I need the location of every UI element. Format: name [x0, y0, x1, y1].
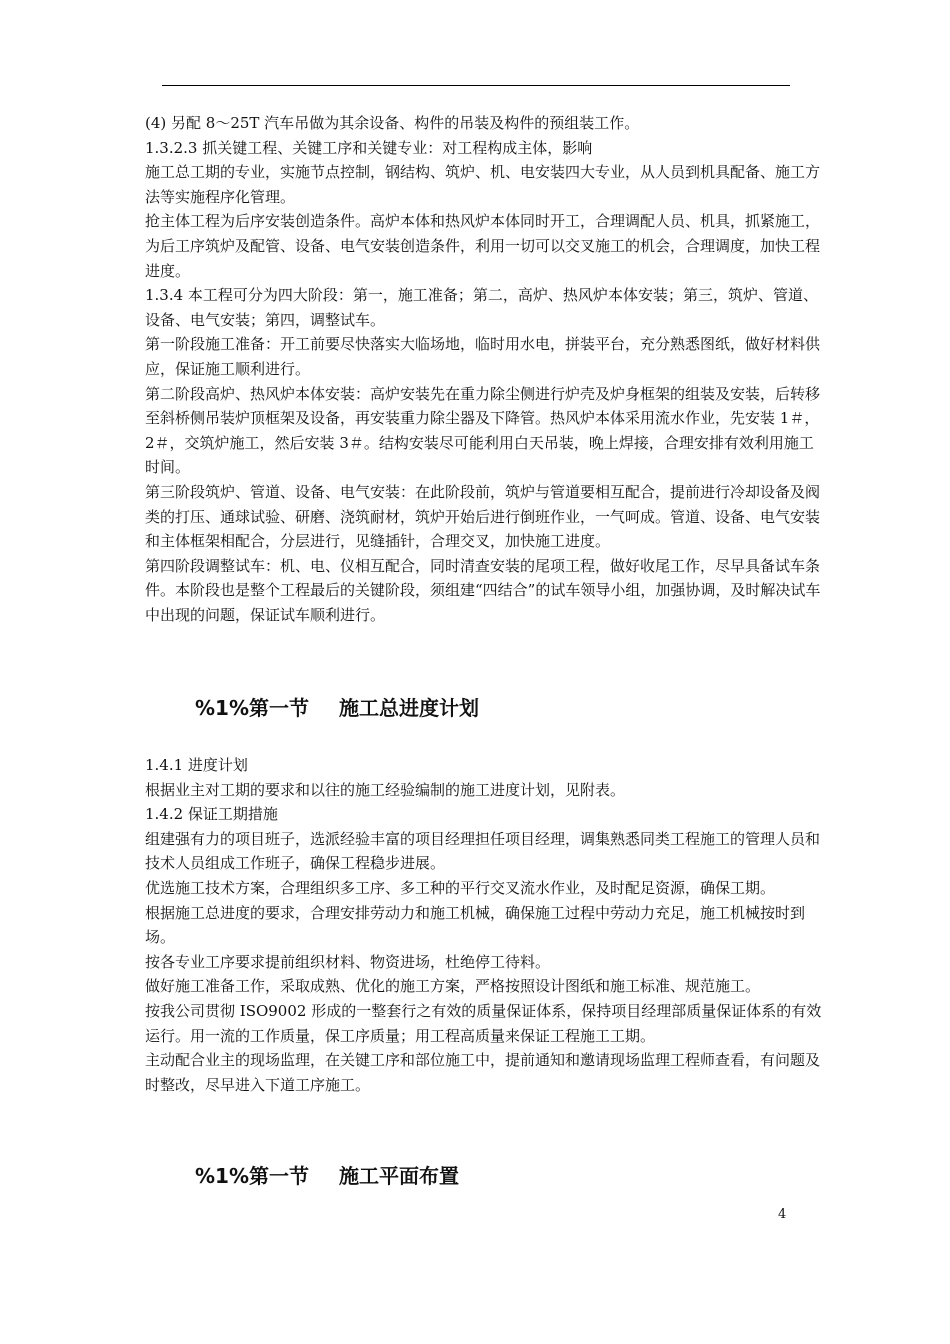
paragraph: 做好施工准备工作，采取成熟、优化的施工方案，严格按照设计图纸和施工标准、规范施工。 — [145, 977, 761, 996]
section-heading-schedule — [195, 692, 479, 721]
paragraph: 1.4.1 进度计划 — [145, 756, 248, 774]
paragraph: 1.3.2.3 抓关键工程、关键工序和关键专业：对工程构成主体，影响 — [145, 138, 593, 157]
paragraph: 按我公司贯彻 ISO9002 形成的一整套行之有效的质量保证体系，保持项目经理部质量保证体系的有效运行。用一流的工作质量，保工序质量；用工程高质量来保证工程施工工期。 — [145, 1001, 822, 1045]
paragraph: 第一阶段施工准备：开工前要尽快落实大临场地，临时用水电，拼装平台，充分熟悉图纸，做好材料供应，保证施工顺利进行。 — [145, 335, 821, 378]
text-block-schedule — [145, 753, 825, 1097]
paragraph: 1.3.4 本工程可分为四大阶段：第一，施工准备；第二，高炉、热风炉本体安装；第三，筑炉、管道、设备、电气安装；第四，调整试车。 — [145, 286, 818, 329]
paragraph: 第二阶段高炉、热风炉本体安装：高炉安装先在重力除尘侧进行炉壳及炉身框架的组装及安装，后转移至斜桥侧吊装炉顶框架及设备，再安装重力除尘器及下降管。热风炉本体采用流水作业，先安装 1＃，2＃，交筑炉施工，然后安装 3＃。结构安装尽可能利用白天吊装，晚上焊接，合理安排有效利用施工时间。 — [145, 384, 821, 477]
section-title: 施工总进度计划 — [339, 696, 479, 720]
section-number: %1%第一节 — [195, 696, 309, 720]
header-rule — [162, 85, 790, 86]
paragraph: 第四阶段调整试车：机、电、仪相互配合，同时清查安装的尾项工程，做好收尾工作，尽早具备试车条件。本阶段也是整个工程最后的关键阶段，须组建“四结合”的试车领导小组，加强协调，及时解决试车中出现的问题，保证试车顺利进行。 — [145, 556, 821, 624]
paragraph: 抢主体工程为后序安装创造条件。高炉本体和热风炉本体同时开工，合理调配人员、机具，抓紧施工，为后工序筑炉及配管、设备、电气安装创造条件，利用一切可以交叉施工的机会，合理调度，加快工程进度。 — [145, 212, 821, 280]
paragraph: 1.4.2 保证工期措施 — [145, 805, 278, 824]
paragraph: 主动配合业主的现场监理，在关键工序和部位施工中，提前通知和邀请现场监理工程师查看，有问题及时整改，尽早进入下道工序施工。 — [145, 1051, 821, 1094]
paragraph: 施工总工期的专业，实施节点控制，钢结构、筑炉、机、电安装四大专业，从人员到机具配备、施工方法等实施程序化管理。 — [145, 163, 821, 206]
section-title: 施工平面布置 — [339, 1164, 459, 1188]
section-number: %1%第一节 — [195, 1164, 309, 1188]
paragraph: (4) 另配 8～25T 汽车吊做为其余设备、构件的吊装及构件的预组装工作。 — [145, 114, 640, 132]
paragraph: 按各专业工序要求提前组织材料、物资进场，杜绝停工待料。 — [145, 952, 551, 971]
paragraph: 第三阶段筑炉、管道、设备、电气安装：在此阶段前，筑炉与管道要相互配合，提前进行冷却设备及阀类的打压、通球试验、研磨、浇筑耐材，筑炉开始后进行倒班作业，一气呵成。管道、设备、电气安装和主体框架相配合，分层进行，见缝插针，合理交叉，加快施工进度。 — [145, 482, 821, 551]
page-number: 4 — [778, 1207, 787, 1222]
section-heading-layout — [195, 1160, 459, 1189]
text-block-stages — [145, 111, 825, 627]
paragraph: 根据业主对工期的要求和以往的施工经验编制的施工进度计划，见附表。 — [145, 780, 626, 799]
paragraph: 优选施工技术方案，合理组织多工序、多工种的平行交叉流水作业，及时配足资源，确保工期。 — [145, 878, 776, 897]
paragraph: 根据施工总进度的要求，合理安排劳动力和施工机械，确保施工过程中劳动力充足，施工机械按时到场。 — [145, 903, 806, 947]
paragraph: 组建强有力的项目班子，选派经验丰富的项目经理担任项目经理，调集熟悉同类工程施工的管理人员和技术人员组成工作班子，确保工程稳步进展。 — [145, 829, 821, 873]
